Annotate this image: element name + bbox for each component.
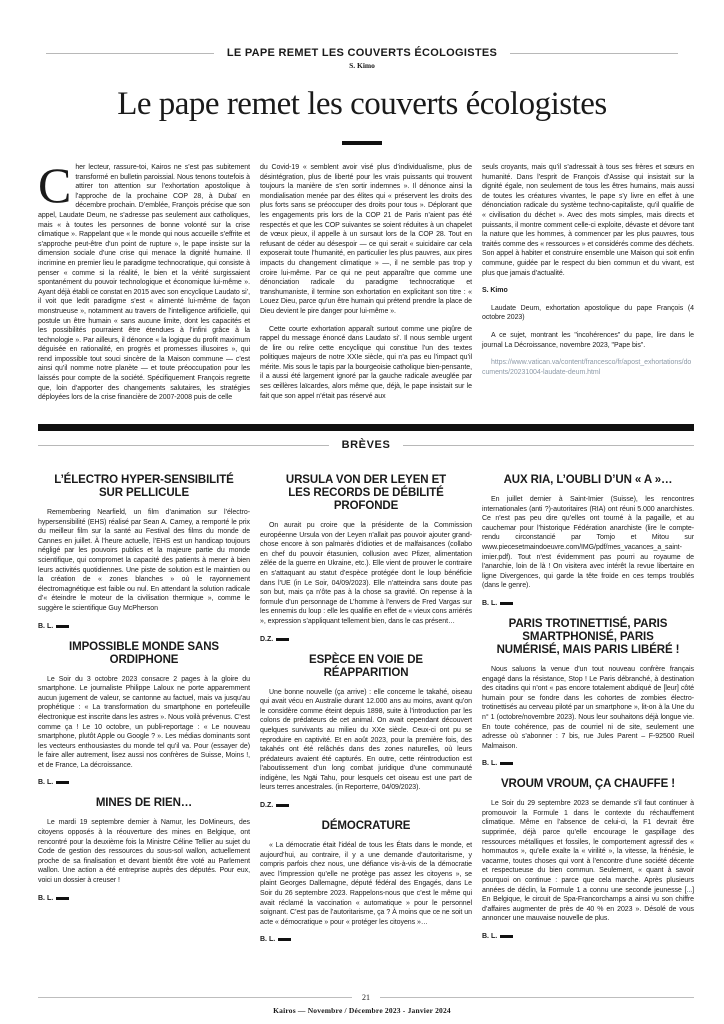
breve-item	[482, 474, 694, 607]
signature-initials: D.Z.	[260, 802, 274, 810]
signature-dash	[278, 938, 291, 941]
breve-signature	[260, 802, 472, 809]
signature-initials: B. L.	[482, 760, 498, 768]
breve-title: URSULA VON DER LEYEN ET LES RECORDS DE DÉBILITÉ PROFONDE	[285, 474, 447, 512]
breve-item	[482, 618, 694, 767]
breve-title: AUX RIA, L’OUBLI D’UN « A »…	[503, 474, 673, 486]
breve-signature	[482, 933, 694, 940]
breve-body: Remembering Nearfield, un film d’animation sur l’électro-hypersensibilité (EHS) réalisé par Sean A. Carney, a remporté le prix du meilleur film sur la santé au Festival des films du monde de Cannes en juillet. À l’heure actuelle, l’EHS est un handicap toujours négligé par les pouvoirs publics et la majeure partie du monde scientifique, qui compromet la capacité des patients à mener à bien leurs activités quotidiennes. Une piste de solution est le maintien ou la création de « zones blanches » où le rayonnement électromagnétique est faible ou nul. En attendant la solution radicale d’« éteindre le moteur de la civilisation thermique », comme le suggère le scientifique Guy McPherson	[38, 509, 250, 612]
footer-edition: Kairos — Novembre / Décembre 2023 - Janvier 2024	[273, 1006, 451, 1015]
article-title: Le pape remet les couverts écologistes	[117, 86, 607, 122]
breve-signature	[482, 600, 694, 607]
breve-title: DÉMOCRATURE	[321, 820, 411, 833]
breve-title: IMPOSSIBLE MONDE SANS ORDIPHONE	[69, 640, 219, 666]
article-paragraph: Cette courte exhortation apparaît surtout comme une piqûre de rappel du message énoncé dans Laudato si’. Il nous semble urgent de lire ou relire cette encyclique qui constitue l’un des textes politiques majeurs de notre XXIe siècle, qui n’a pas eu l’impact qu’il mérite. Mis sous le tapis par la bourgeoisie catholique bien-pensante, il a aussi été largement ignoré par la gauche radicale aveuglée par ses œillères laïcardes, alors même que, déjà, le pape insistait sur le fait que son appel n’était pas réservé aux	[260, 325, 472, 400]
footer-page-number-row	[38, 993, 694, 1002]
signature-dash	[500, 602, 513, 605]
breve-signature	[38, 623, 250, 630]
article-column-3	[482, 163, 694, 425]
breve-item	[260, 820, 472, 943]
breve-item	[260, 474, 472, 643]
article-text: her lecteur, rassure-toi, Kairos ne s’est pas subitement transformé en bulletin paroissial. Nous tenons toutefois à attirer ton attention sur l’exhortation apostolique à l’approche de la prochaine COP 28, à Dubaï en décembre prochain. D’emblée, François précise que son appel, Laudate Deum, ne s’adresse pas seulement aux catholiques, mais « à toutes les personnes de bonne volonté sur la crise climatique ». Rappelant que « le monde qui nous accueille s’effrite et s’approche peut-être d’un point de rupture », le pape insiste sur la dimension sociale d’une crise qui menace la dignité humaine. Il incrimine en premier lieu le paradigme technocratique, qui consiste à penser « comme si la réalité, le bien et la vérité surgissaient spontanément du pouvoir technologique et économique lui-même ». Ayant déjà établi ce constat en 2015 avec son encyclique Laudato si’, il voit que ledit paradigme s’est « alimenté lui-même de façon monstrueuse », notamment au travers de l’intelligence artificielle, qui postule un être humain « sans aucune limite, dont les capacités et les possibilités pourraient être étendues à l’infini grâce à la technologie ». Par ailleurs, il dénonce « la logique du profit maximum déguisée en rationalité, en progrès et promesses illusoires », qui rend impossible tout souci sincère de la Maison commune — c’est ainsi qu’il nomme notre planète — et toute préoccupation pour les laissés pour compte de la société. Spécifiquement François regrette que, loin d’apporter des changements salutaires, les stratégies déployées lors de la crise financière de 2007-2008 puis de celle	[38, 164, 251, 402]
article-paragraph	[38, 163, 250, 403]
breve-body: « La démocratie était l’idéal de tous les États dans le monde, et aujourd’hui, au contraire, il y a une demande d’autoritarisme, y compris parfois chez nous, une défiance vis-à-vis de la démocratie avec l’impression qu’elle ne protège pas assez les citoyens », se plaint Georges Dallemagne, député fédéral des Engagés, dans Le Soir du 26 septembre 2023. Rappelons-nous que c’est le même qui avait réclamé la vaccination « automatique » pour le personnel soignant. C’est pas de l’autoritarisme, ça ? À moins que ce ne soit un acte « démocratique » pour « protéger les citoyens »…	[260, 842, 472, 926]
breve-item	[38, 641, 250, 787]
breve-item	[38, 474, 250, 630]
breve-body: Le mardi 19 septembre dernier à Namur, les DoMineurs, des citoyens opposés à la réouverture des mines en Belgique, ont rencontré pour la deuxième fois la Ministre Céline Tellier au sujet du Code de gestion des ressources du sous-sol wallon, actuellement proche de sa finalisation et devant bientôt être voté au Parlement wallon. Une action a été entreprise auprès des députés. Pour eux, voici un dossier à creuser !	[38, 819, 250, 885]
main-article	[38, 163, 694, 425]
kicker-rule-right	[510, 53, 678, 54]
drop-cap: C	[38, 163, 72, 213]
breve-signature	[482, 760, 694, 767]
breve-title: PARIS TROTINETTISÉ, PARIS SMARTPHONISÉ, PARIS NUMÉRISÉ, MAIS PARIS LIBÉRÉ !	[496, 617, 680, 656]
signature-initials: B. L.	[38, 622, 54, 630]
signature-dash	[56, 781, 69, 784]
breve-signature	[260, 936, 472, 943]
signature-dash	[276, 804, 289, 807]
signature-dash	[56, 625, 69, 628]
breve-signature	[260, 636, 472, 643]
article-reference: A ce sujet, montrant les "incohérences" du pape, lire dans le journal La Décroissance, novembre 2023, "Pape bis".	[482, 331, 694, 349]
signature-initials: D.Z.	[260, 635, 274, 643]
breves-column-2	[260, 463, 472, 969]
breves-section-title: BRÈVES	[341, 439, 391, 451]
masthead-kicker: LE PAPE REMET LES COUVERTS ÉCOLOGISTES	[226, 47, 498, 59]
article-signature: S. Kimo	[482, 287, 508, 295]
breve-body: Le Soir du 3 octobre 2023 consacre 2 pages à la gloire du smartphone. Le journaliste Philippe Laloux ne porte apparemment aucun jugement de valeur, se cantonne au factuel, mais va jusqu’au prophétique : « La transformation du smartphone en portefeuille électronique est inscrite dans les astres ». Nous voilà prévenus. C’est comme ça ! Le 10 octobre, un publi-reportage : « Le nouveau smartphone, plutôt Apple ou Google ? ». Les médias dominants sont les vecteurs enthousiastes du monde tel qu’il va. Pour (essayer de) le faire aller autrement, lisez aussi nos confrères de Suisse, Moins !, et de France, La décroissance.	[38, 675, 251, 769]
vatican-link[interactable]: https://www.vatican.va/content/francesco/fr/apost_exhortations/documents/20231004-laudate-deum.html	[482, 359, 692, 376]
breves-rule-left	[38, 445, 329, 446]
footer-rule-left	[38, 997, 352, 998]
signature-initials: B. L.	[38, 894, 54, 902]
breve-item	[260, 654, 472, 810]
breves-section	[38, 463, 694, 969]
article-column-2	[260, 163, 472, 425]
article-column-1	[38, 163, 250, 425]
breve-signature	[38, 895, 250, 902]
footer-page-number: 21	[362, 993, 370, 1002]
article-paragraph: du Covid-19 « semblent avoir visé plus d’individualisme, plus de désintégration, plus de liberté pour les vrais puissants qui trouvent toujours la manière de s’en sortir indemnes ». Il dénonce ainsi la mondialisation menée par des élites qui « préservent les droits des plus forts sans se préoccuper des droits pour tous ». Déplorant que les engagements pris lors de la COP 21 de Paris n’aient pas été respectés et que les COP suivantes se soient réduites à un chapelet de vœux pieux, il appelle à un sursaut lors de la COP 28. Tout en refusant de céder au désespoir — ce qui serait « suicidaire car cela exposerait toute l’humanité, en particulier les plus pauvres, aux pires impacts du changement climatique » —, il ne semble pas trop y croire lui-même. Par ce qui ne peut apparaître que comme une dénonciation radicale du paradigme technocratique et transhumaniste, il termine son exhortation en explicitant son titre : « Louez Dieu, parce qu’un être humain qui prétend prendre la place de Dieu devient le pire danger pour lui-même ».	[260, 164, 472, 315]
masthead-byline: S. Kimo	[349, 61, 375, 70]
breves-column-3	[482, 463, 694, 969]
signature-initials: B. L.	[482, 933, 498, 940]
breve-title: ESPÈCE EN VOIE DE RÉAPPARITION	[309, 653, 423, 679]
breves-header	[38, 439, 694, 451]
signature-initials: B. L.	[38, 779, 54, 787]
breve-title: MINES DE RIEN…	[95, 797, 193, 810]
signature-initials: B. L.	[482, 599, 498, 607]
breve-body: On aurait pu croire que la présidente de la Commission européenne Ursula von der Leyen n’allait pas pouvoir ajouter grand-chose encore à son palmarès d’idioties et de malfaisances (collabo en chef du pouvoir étasunien, collusion avec Pfizer, alimentation zélée de la guerre en Ukraine, etc.). Elle vient de prouver le contraire en s’attaquant au statut d’espèce protégée dont le loup bénéficie dans l’UE (in Le Soir, 04/09/2023). Elle n’atteindra sans doute pas son but, mais ça n’ôte pas à la chose sa gravité. On repense à la formule d’un personnage de L’homme à l’envers de Fred Vargas sur les ennemis du loup : elle les qualifie en effet de « vieux cons arriérés », expression s’appliquant tellement bien, dans le cas présent…	[260, 522, 472, 625]
masthead-kicker-row	[46, 47, 678, 59]
breve-body: En juillet dernier à Saint-Imier (Suisse), les rencontres internationales (anti ?)-autoritaires (RIA) ont réuni 5.000 anarchistes. Ce n’est pas peu dire qu’elles ont tourné à la pagaille, et au cauchemar pour l’historique Fédération anarchiste (lire le compte-rendu circonstancié par Tomjo et Mitou sur www.piecesetmaindoeuvre.com/IMG/pdf/mes_vacances_a_saint-imier.pdf). Tout n’est évidemment pas pourri au royaume de l’anarchie, loin de là ! On visitera avec intérêt la revue libertaire en ligne Divergences, qui garde la tête froide en ces temps troublés (dans le genre).	[482, 496, 694, 590]
signature-initials: B. L.	[260, 936, 276, 944]
signature-dash	[500, 935, 513, 938]
footer-rule-right	[380, 997, 694, 998]
breve-body: Le Soir du 29 septembre 2023 se demande s’il faut continuer à promouvoir la Formule 1 dans le contexte du réchauffement climatique. Même en l’absence de celui-ci, la F1 devrait être supprimée, déjà parce qu’elle encourage le gaspillage des ressources métalliques et fossiles, le comportement agressif des « hommautos », qu’elle exalte la « virilité », la vitesse, la frénésie, le vacarme, toutes choses qui vont à l’encontre d’une société décente et respectueuse du bien commun. Seulement, « quant à savoir pourquoi on continue : parce que cela marche. Après plusieurs années de déclin, la Formule 1 a connu une seconde jeunesse [...] En Belgique, le circuit de Spa-Francorchamps a ainsi vu son chiffre d’affaires augmenter de près de 40 % en 2023 ». Désolé de vous annoncer une mauvaise nouvelle de plus.	[482, 800, 694, 923]
breve-body: Une bonne nouvelle (ça arrive) : elle concerne le takahé, oiseau qui avait vécu en Australie durant 12.000 ans au moins, avant qu’on le considère comme éteint depuis 1898, suite à l’introduction par les colons de prédateurs de cet animal. On avait cependant découvert quelques survivants au milieu du XXe siècle. Ceux-ci ont pu se reproduire en captivité. Et en août 2023, pour la première fois, des takahés ont été relâchés dans des zones naturelles, où leurs prédateurs avaient été capturés. En outre, cette réintroduction est l’aboutissement d’un long combat juridique d’une communauté indigène, les Ngäi Tahu, pour lesquels cet oiseau est une part de leurs terres ancestrales. (in Reporterre, 04/09/2023).	[260, 688, 472, 792]
breve-title: VROUM VROUM, ÇA CHAUFFE !	[500, 778, 676, 791]
breves-rule-right	[403, 445, 694, 446]
title-underline	[342, 141, 382, 145]
signature-dash	[276, 638, 289, 641]
breves-column-1	[38, 463, 250, 969]
breve-item	[38, 797, 250, 901]
section-divider-bar	[38, 424, 694, 431]
article-paragraph: seuls croyants, mais qu’il s’adressait à tous ses frères et sœurs en humanité. Dans l’esprit de François d’Assise qui insistait sur la dignité égale, non seulement de tous les êtres humains, mais aussi de toutes les créatures vivantes, le pape s’y livre en effet à une dénonciation radicale du système techno-capitaliste, qu’il qualifie de « civilisation du déchet ». Avec des mots simples, mais directs et puissants, il montre comment celle-ci exploite, dévaste et dévore tant la nature que les hommes, à commencer par les plus pauvres, tous traités comme des « ressources » et considérés comme des déchets. Son appel à habiter et construire ensemble une Maison qui soit enfin commune, guidée par le respect du bien commun et du vivant, est plus que jamais d’actualité.	[482, 164, 694, 277]
signature-dash	[56, 897, 69, 900]
breve-item	[482, 778, 694, 940]
signature-dash	[500, 762, 513, 765]
breve-signature	[38, 779, 250, 786]
kicker-rule-left	[46, 53, 214, 54]
breve-body: Nous saluons la venue d’un tout nouveau confrère français engagé dans la résistance, Stop ! Le Paris débranché, à destination des citadins qui n’ont « pas encore totalement abdiqué de [leur] côté humain pour se fondre dans les cohortes de zombies électro-trotinettisés au cerveau piloté par un smartphone », lit-on à la Une du n° 1 (octobre/novembre 2023). Nous leur souhaitons déjà longue vie. En toute cohérence, pas de courriel ni de site, seulement une adresse où s’abonner : 7 bis, rue Jules Parent – F-92500 Rueil Malmaison.	[482, 665, 694, 750]
article-reference: Laudate Deum, exhortation apostolique du pape François (4 octobre 2023)	[482, 304, 694, 322]
breve-title: L’ÉLECTRO HYPER-SENSIBILITÉ SUR PELLICULE	[54, 474, 234, 499]
